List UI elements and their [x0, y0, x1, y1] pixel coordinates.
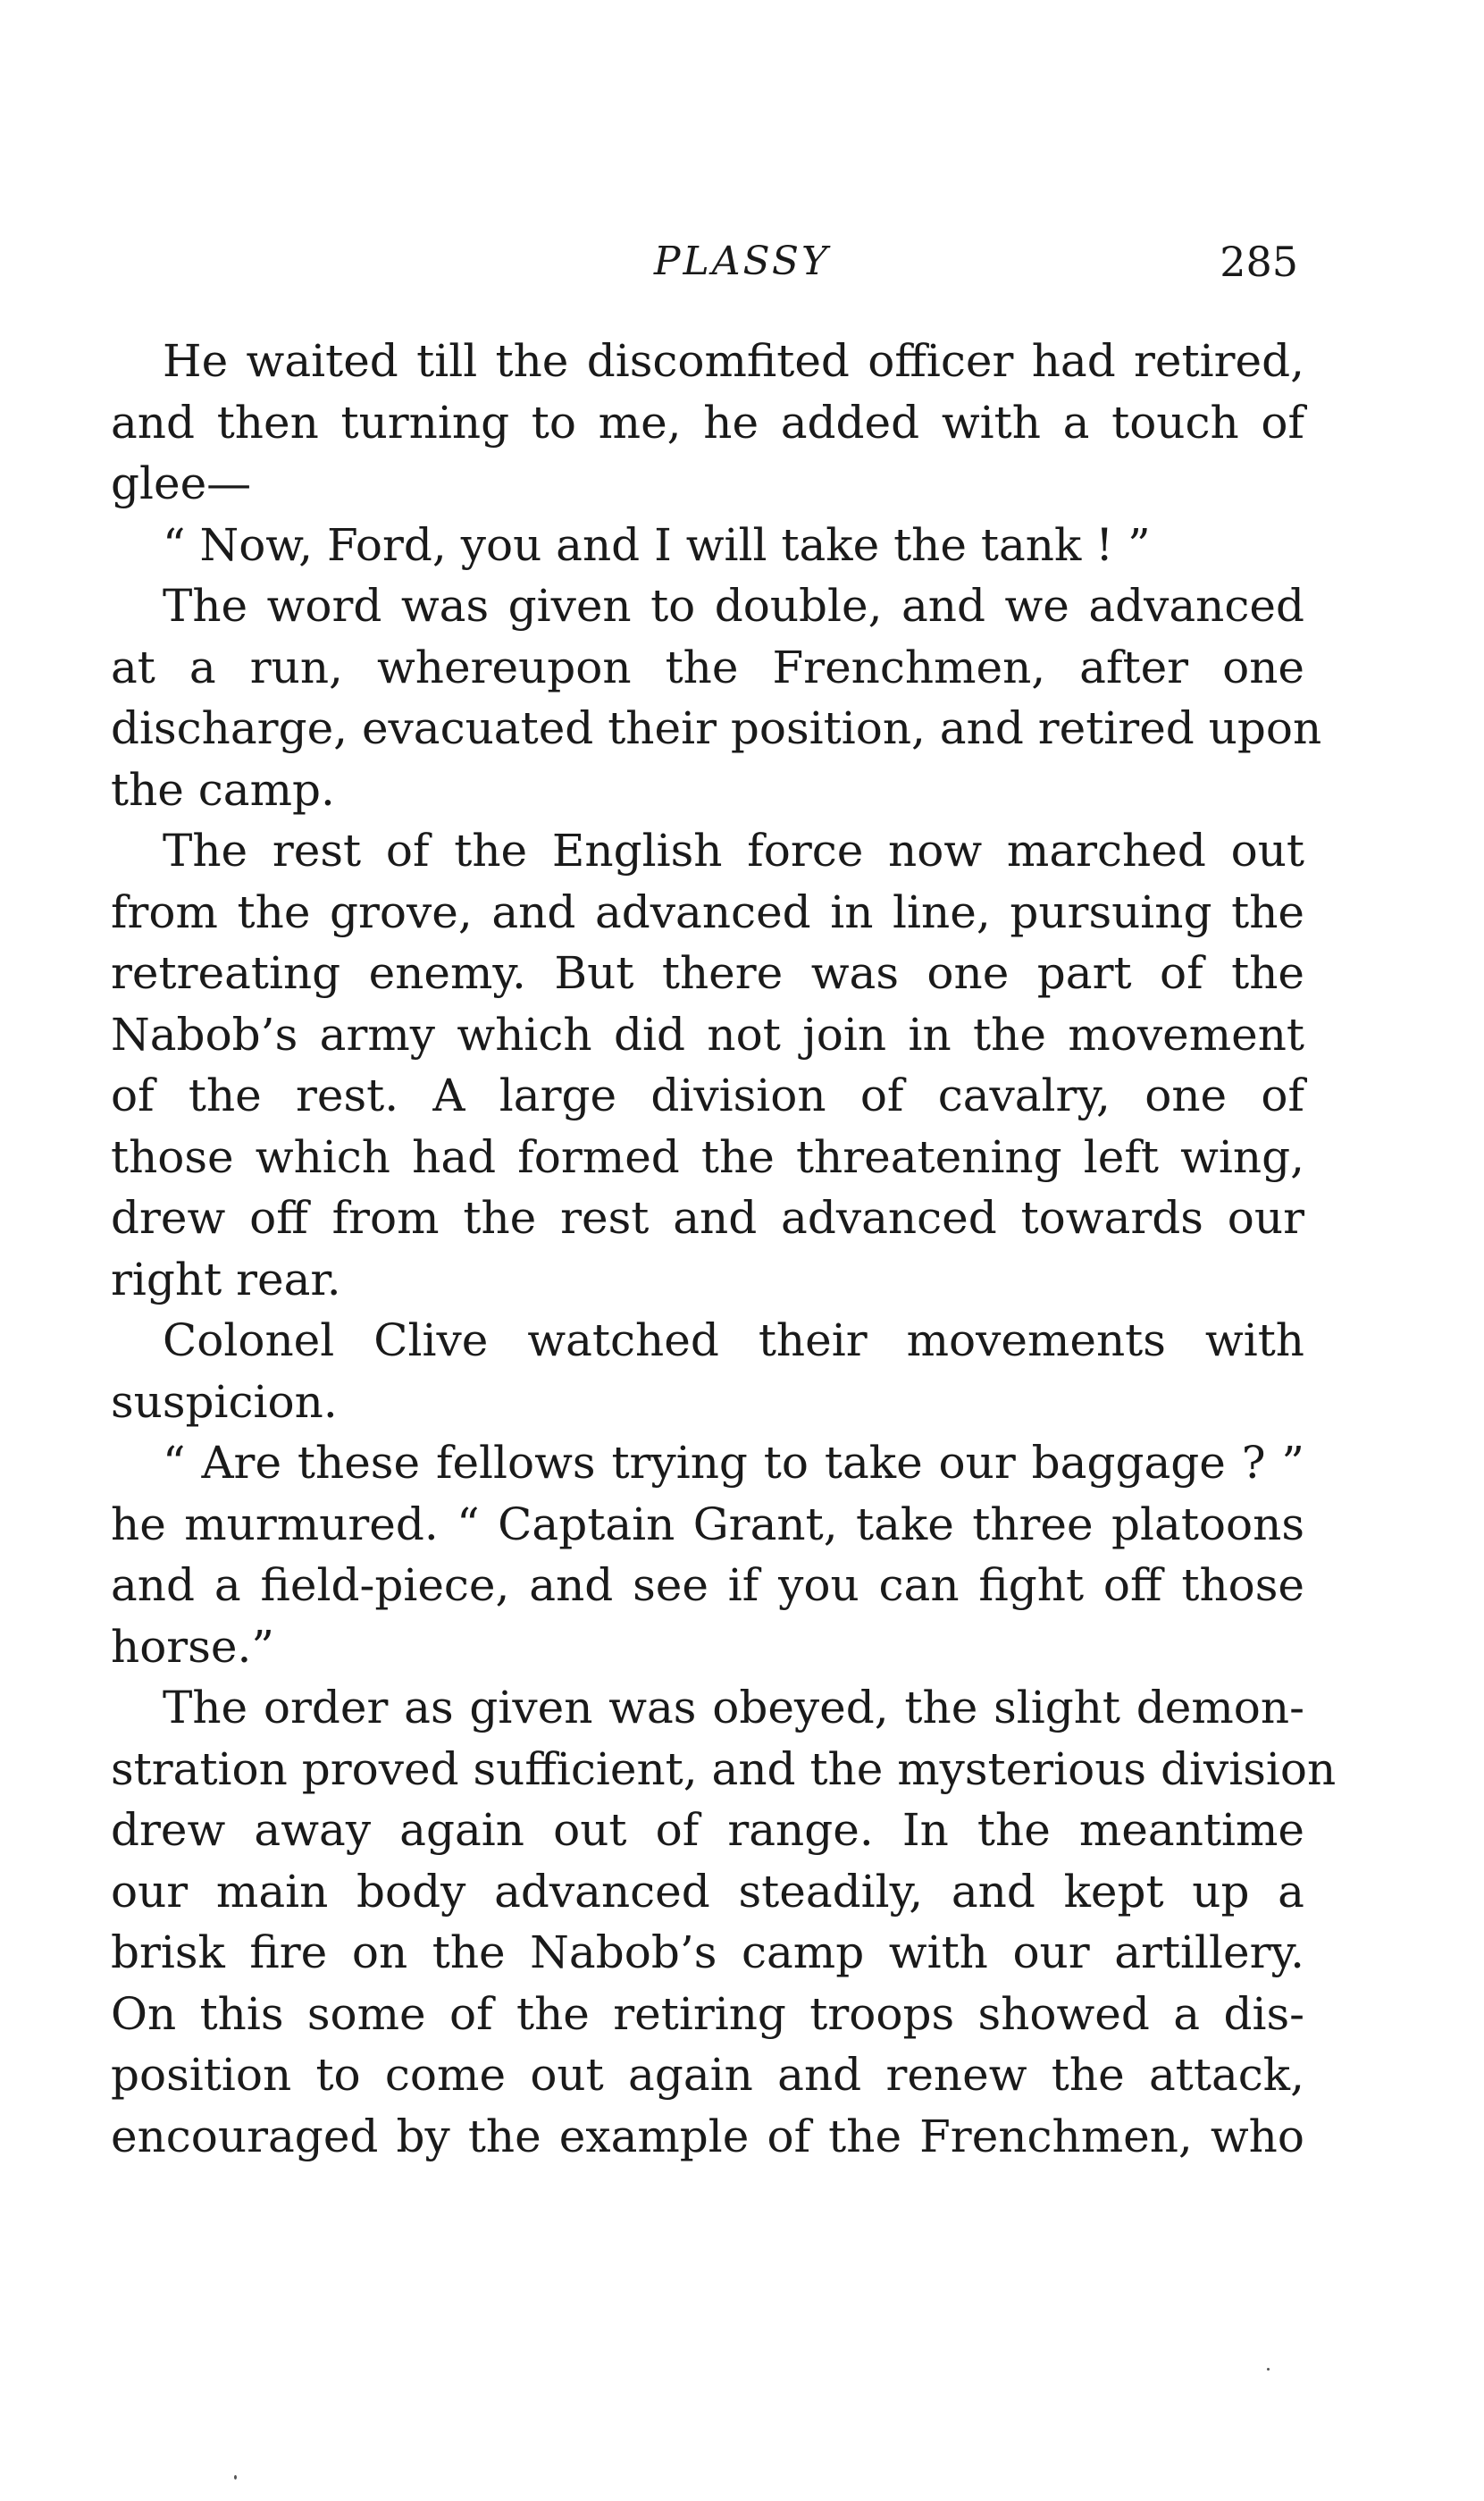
text-line: glee—: [111, 457, 252, 509]
text-line: The order as given was obeyed, the slight demon-: [163, 1682, 1304, 1733]
paper-speck: [1267, 2368, 1270, 2371]
text-line: Nabob’s army which did not join in the movement: [111, 1008, 1304, 1061]
text-line: Colonel Clive watched their movements with: [163, 1314, 1304, 1366]
running-head: [0, 231, 1484, 293]
text-line: discharge, evacuated their position, and retired upon: [111, 702, 1322, 754]
page-number: 285: [1220, 238, 1298, 286]
text-line: right rear.: [111, 1253, 341, 1305]
text-line: retreating enemy. But there was one part of the: [111, 947, 1304, 999]
text-line: He waited till the discomfited officer had retired,: [163, 335, 1304, 387]
text-line: suspicion.: [111, 1375, 338, 1428]
text-line: brisk fire on the Nabob’s camp with our artillery.: [111, 1926, 1304, 1978]
running-title: PLASSY: [653, 239, 831, 284]
text-line: and a field-piece, and see if you can fight off those: [111, 1559, 1304, 1611]
text-line: The rest of the English force now marched out: [163, 825, 1304, 877]
text-line: position to come out again and renew the attack,: [111, 2049, 1304, 2101]
text-line: drew off from the rest and advanced towards our: [111, 1192, 1304, 1244]
text-line: and then turning to me, he added with a touch of: [111, 396, 1304, 449]
text-line: he murmured. “ Captain Grant, take three platoons: [111, 1498, 1304, 1550]
text-line: at a run, whereupon the Frenchmen, after one: [111, 641, 1304, 693]
body-text: [111, 331, 1337, 2167]
text-line: the camp.: [111, 763, 335, 816]
text-line: of the rest. A large division of cavalry, one of: [111, 1070, 1304, 1121]
text-line: those which had formed the threatening left wing,: [111, 1130, 1304, 1183]
text-line: from the grove, and advanced in line, pursuing the: [111, 885, 1304, 938]
text-line: On this some of the retiring troops showed a dis-: [111, 1987, 1304, 2040]
text-line: stration proved sufficient, and the mysterious division: [111, 1742, 1337, 1795]
text-line: drew away again out of range. In the meantime: [111, 1804, 1304, 1856]
text-line: The word was given to double, and we advanced: [163, 580, 1304, 632]
text-line: encouraged by the example of the Frenchmen, who: [111, 2110, 1304, 2162]
text-line: “ Now, Ford, you and I will take the tank ! ”: [163, 518, 1151, 571]
text-line: horse.”: [111, 1620, 274, 1673]
text-line: “ Are these fellows trying to take our baggage ? ”: [163, 1437, 1304, 1489]
text-line: our main body advanced steadily, and kept up a: [111, 1865, 1304, 1918]
paper-speck: [234, 2475, 237, 2480]
